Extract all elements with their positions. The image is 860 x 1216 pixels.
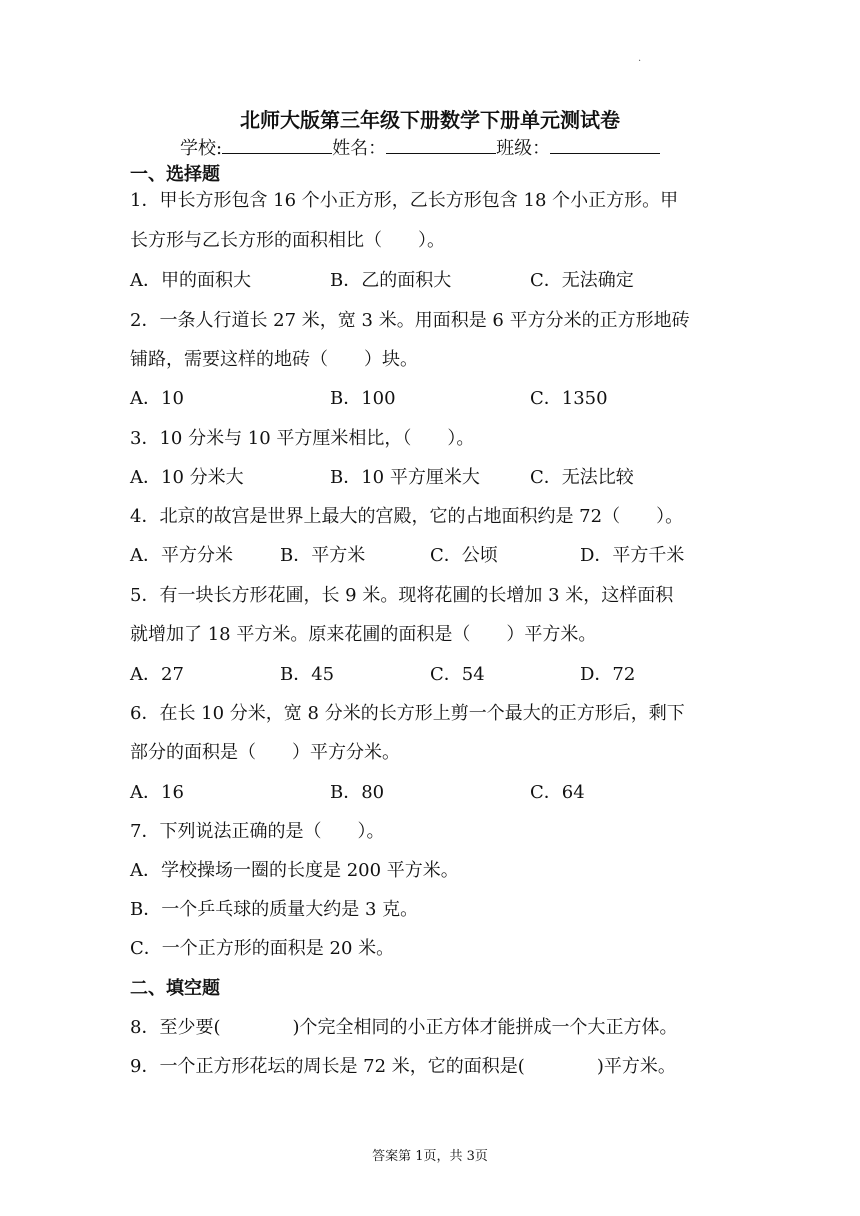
question-1-line-1: 1．甲长方形包含 16 个小正方形，乙长方形包含 18 个小正方形。甲 [130,190,679,211]
student-info-line [180,134,660,160]
question-4-line-1: 4．北京的故宫是世界上最大的宫殿，它的占地面积约是 72（ ）。 [130,506,684,527]
question-7-option-c: C．一个正方形的面积是 20 米。 [130,938,395,959]
question-8-line-1: 8．至少要( )个完全相同的小正方体才能拼成一个大正方体。 [130,1017,678,1038]
option-a: A．16 [130,782,184,803]
question-3-line-1: 3．10 分米与 10 平方厘米相比，（ ）。 [130,428,475,449]
question-1-line-2: 长方形与乙长方形的面积相比（ ）。 [130,230,445,251]
option-b: B．80 [330,782,385,803]
question-5-line-2: 就增加了 18 平方米。原来花圃的面积是（ ）平方米。 [130,624,597,645]
page-footer: 答案第 1页，共 3页 [372,1149,488,1164]
option-b: B．10 平方厘米大 [330,467,480,488]
option-d: D．72 [580,664,636,685]
option-a: A．甲的面积大 [130,270,251,291]
option-b: B．平方米 [280,545,366,566]
option-c: C．无法比较 [530,467,634,488]
school-label: 学校: [180,138,223,159]
option-a: A．10 [130,388,184,409]
option-c: C．64 [530,782,585,803]
question-2-line-1: 2．一条人行道长 27 米，宽 3 米。用面积是 6 平方分米的正方形地砖 [130,310,690,331]
question-6-line-2: 部分的面积是（ ）平方分米。 [130,742,400,763]
option-a: A．10 分米大 [130,467,244,488]
question-2-line-2: 铺路，需要这样的地砖（ ）块。 [130,349,418,370]
option-a: A．27 [130,664,184,685]
class-label: 班级： [496,138,551,159]
option-c: C．1350 [530,388,608,409]
question-5-line-1: 5．有一块长方形花圃，长 9 米。现将花圃的长增加 3 米，这样面积 [130,585,674,606]
name-blank[interactable] [386,135,496,154]
option-b: B．100 [330,388,396,409]
option-b: B．45 [280,664,335,685]
option-b: B．乙的面积大 [330,270,452,291]
option-a: A．平方分米 [130,545,233,566]
option-c: C．54 [430,664,485,685]
option-c: C．公顷 [430,545,498,566]
option-d: D．平方千米 [580,545,685,566]
question-9-line-1: 9．一个正方形花坛的周长是 72 米，它的面积是( )平方米。 [130,1056,676,1077]
question-7-option-a: A．学校操场一圈的长度是 200 平方米。 [130,860,459,881]
question-7-line-1: 7．下列说法正确的是（ ）。 [130,821,385,842]
page-dot: · [638,56,642,67]
question-7-option-b: B．一个乒乓球的质量大约是 3 克。 [130,899,419,920]
section-choice-heading: 一、选择题 [130,164,220,185]
school-blank[interactable] [222,135,332,154]
name-label: 姓名： [332,138,387,159]
option-c: C．无法确定 [530,270,634,291]
page-title: 北师大版第三年级下册数学下册单元测试卷 [240,108,620,132]
question-6-line-1: 6．在长 10 分米，宽 8 分米的长方形上剪一个最大的正方形后，剩下 [130,703,685,724]
class-blank[interactable] [550,135,660,154]
section-fill-heading: 二、填空题 [130,978,220,999]
